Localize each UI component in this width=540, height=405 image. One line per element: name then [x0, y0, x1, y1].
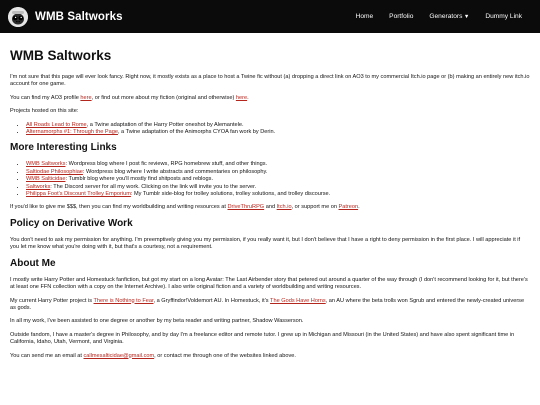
list-item: [26, 176, 530, 183]
navbar: [0, 0, 540, 33]
support-paragraph: [10, 204, 530, 211]
email-link[interactable]: callmesalticidae@gmail.com: [83, 352, 155, 359]
support-text-and: and: [264, 204, 277, 211]
nav-links: [348, 13, 530, 20]
project-link-alternamorphs[interactable]: Alternamorphs #1: Through the Page: [26, 129, 118, 136]
about-heading: About Me: [10, 257, 56, 269]
list-item: [26, 122, 530, 129]
link-saltworks-discord[interactable]: Saltworks: [26, 183, 51, 190]
list-item: [26, 191, 530, 198]
project-link-rome[interactable]: All Roads Lead to Rome: [26, 121, 87, 128]
spider-logo-icon: [8, 7, 28, 27]
nothing-to-fear-link[interactable]: There is Nothing to Fear: [93, 297, 154, 304]
project-desc: , a Twine adaptation of the Animorphs CYOA fan work by Derin.: [117, 129, 276, 136]
nav-dummy-link[interactable]: Dummy Link: [485, 13, 522, 20]
brand-title: WMB Saltworks: [35, 10, 123, 23]
support-text-pre: If you'd like to give me $$$, then you can find my worldbuilding and writing resources at: [10, 204, 228, 211]
intro-paragraph: I'm not sure that this page will ever look fancy. Right now, it mostly exists as a place to host a Twine fic without (a) dropping a direct link on AO3 to my commercial Itch.io page or (b) making an entirely new itch.io account for one game.: [10, 74, 530, 88]
about-p2-pre: My current Harry Potter project is: [10, 297, 94, 304]
link-desc: : Tumblr blog where you'll mostly find shitposts and reblogs.: [65, 176, 213, 183]
link-desc: : My Tumblr side-blog for trolley solutions, trolley solutions, and trolley discourse.: [130, 191, 331, 198]
itchio-link[interactable]: Itch.io: [276, 204, 292, 211]
drivethrurpg-link[interactable]: DriveThruRPG: [227, 204, 265, 211]
support-text-end: .: [358, 204, 360, 211]
brand[interactable]: [8, 7, 123, 27]
fiction-link[interactable]: here: [235, 94, 248, 101]
page-title: WMB Saltworks: [10, 48, 112, 63]
about-paragraph-1: I mostly write Harry Potter and Homestuck fanfiction, but got my start on a long Avatar: The Last Airbender story that petered out around a quarter of the way through (I don't recommend looking for it, but there's at least one FFN collection with a copy on the Internet Archive). I also write original fiction and a variety of worldbuilding and writing resources.: [10, 276, 528, 291]
project-desc: , a Twine adaptation of the Harry Potter oneshot by Alemantele.: [86, 121, 244, 128]
links-list: [10, 161, 530, 198]
link-desc: : Wordpress blog where I post fic reviews, RPG homebrew stuff, and other things.: [65, 161, 268, 168]
list-item: [26, 129, 530, 136]
about-p2-end: , an AU where the beta trolls won Sgrub and entered the newly-created universe as gods.: [10, 297, 525, 311]
about-paragraph-3: In all my work, I've been assisted to one degree or another by my beta reader and writing partner, Shadow Wasserson.: [10, 318, 304, 325]
profile-text-mid: , or find out more about my fiction (original and otherwise): [91, 94, 236, 101]
policy-heading: Policy on Derivative Work: [10, 217, 133, 229]
about-p5-pre: You can send me an email at: [10, 352, 84, 359]
projects-list: [10, 122, 530, 137]
about-paragraph-5: [10, 353, 530, 360]
link-desc: : The Discord server for all my work. Clicking on the link will invite you to the server.: [50, 183, 257, 190]
gods-have-horns-link[interactable]: The Gods Have Horns: [270, 297, 326, 304]
link-wmb-saltworks[interactable]: WMB Saltworks: [26, 161, 66, 168]
profile-text-end: .: [247, 94, 249, 101]
links-heading: More Interesting Links: [10, 142, 117, 154]
main-content: [0, 33, 540, 360]
link-desc: : Wordpress blog where I write abstracts and commentaries on philosophy.: [82, 168, 268, 175]
ao3-profile-link[interactable]: here: [80, 94, 92, 101]
nav-generators-dropdown[interactable]: Generators ▼: [421, 13, 477, 20]
about-paragraph-2: [10, 298, 530, 313]
list-item: [26, 169, 530, 176]
link-trolley-emporium[interactable]: Philippa Foot's Discount Trolley Emporium: [26, 191, 131, 198]
profile-paragraph: [10, 95, 530, 102]
link-saltiodae[interactable]: Saltiodae Philosophiae: [26, 168, 83, 175]
nav-home[interactable]: Home: [355, 13, 374, 20]
about-p5-end: , or contact me through one of the websites linked above.: [154, 352, 296, 359]
policy-text: You don't need to ask my permission for anything. I'm preemptively giving you my permission, if you really want it, but I don't believe that I have a right to deny permission in the first place. I will appreciate it if you let me know what you're doing with it, but that's a courtesy, not a requirement.: [10, 236, 521, 251]
link-wmb-salticidae[interactable]: WMB Salticidae: [26, 176, 66, 183]
profile-text-pre: You can find my AO3 profile: [10, 94, 81, 101]
projects-heading: Projects hosted on this site:: [10, 108, 79, 115]
list-item: [26, 161, 530, 168]
about-paragraph-4: Outside fandom, I have a master's degree in Philosophy, and by day I'm a freelance editor and remote tutor. I grew up in Michigan and Missouri (in the United States) and have also spent significant time in California, Idaho, Utah, Vermont, and Virginia.: [10, 331, 515, 346]
support-text-mid: , or support me on: [291, 204, 339, 211]
nav-portfolio[interactable]: Portfolio: [389, 13, 414, 20]
list-item: [26, 184, 530, 191]
patreon-link[interactable]: Patreon: [338, 204, 359, 211]
about-p2-mid: , a Gryffindor!Voldemort AU. In Homestuck, it's: [153, 297, 271, 304]
